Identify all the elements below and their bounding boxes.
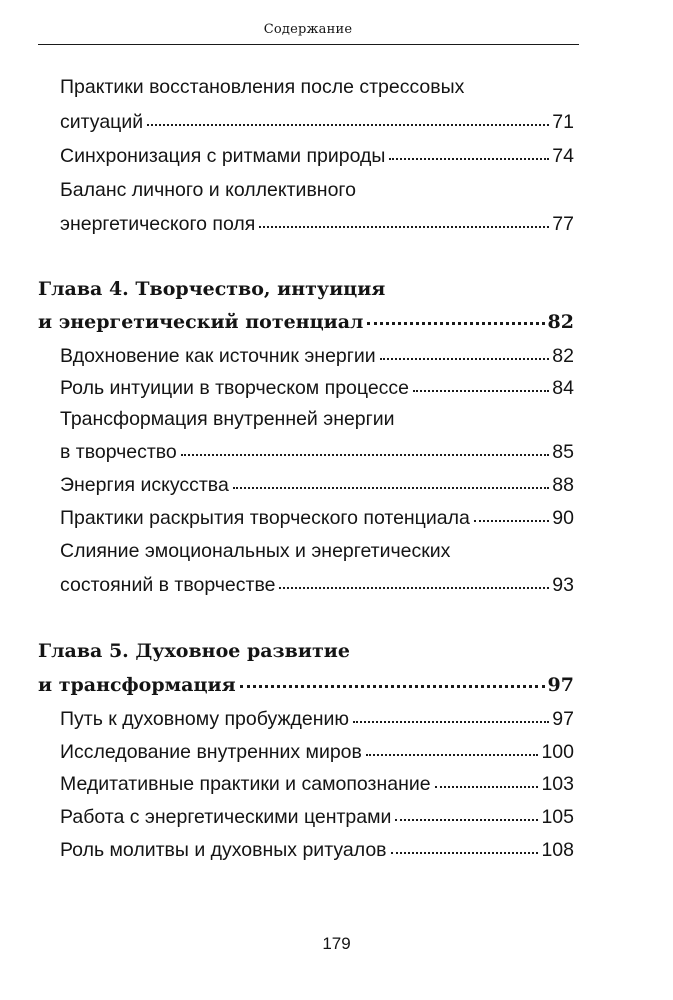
toc-page-number: 108 [541,839,574,861]
dot-leader [147,124,549,126]
dot-leader [353,721,549,723]
toc-entry [60,704,574,734]
toc-page-number: 82 [552,345,574,367]
chapter-title: и трансформация [38,674,236,696]
page-number: 179 [322,934,351,953]
toc-entry [60,437,574,467]
toc-page-number: 100 [541,741,574,763]
toc-page-number: 74 [552,145,574,167]
toc-entry [60,341,574,371]
toc-entry-title: Энергия искусства [60,474,229,496]
toc-entry-title: в творчество [60,441,177,463]
running-head: Содержание [263,22,353,37]
toc-entry [60,209,574,239]
toc-entry-title: Слияние эмоциональных и энергетических [60,540,451,562]
dot-leader [391,852,539,854]
chapter-heading [38,670,574,700]
toc-entry [60,373,574,403]
chapter-heading-line [38,274,574,304]
toc-entry-title: ситуаций [60,111,144,133]
toc-entry-title: энергетического поля [60,213,256,235]
chapter-heading [38,307,574,337]
toc-entry-line [60,404,574,434]
toc-entry-title: Путь к духовному пробуждению [60,708,350,730]
toc-entry [60,802,574,832]
dot-leader [279,587,549,589]
dot-leader [233,487,550,489]
toc-page-number: 84 [552,377,574,399]
toc-entry-title: Медитативные практики и самопознание [60,773,431,795]
chapter-title: Глава 5. Духовное развитие [38,640,350,662]
dot-leader [389,158,549,160]
toc-page-number: 103 [541,773,574,795]
toc-entry-title: Работа с энергетическими центрами [60,806,392,828]
dot-leader [380,358,550,360]
toc-entry-title: Вдохновение как источник энергии [60,345,376,367]
toc-page-number: 77 [552,213,574,235]
toc-entry [60,470,574,500]
dot-leader [474,520,549,522]
toc-page-number: 105 [541,806,574,828]
toc-page-number: 85 [552,441,574,463]
toc-entry-line [60,536,574,566]
toc-entry [60,835,574,865]
toc-page-number: 71 [552,111,574,133]
chapter-title: Глава 4. Творчество, интуиция [38,278,386,300]
chapter-page-number: 97 [547,674,574,696]
chapter-page-number: 82 [547,311,574,333]
toc-entry-title: состояний в творчестве [60,574,276,596]
toc-entry-title: Практики восстановления после стрессовых [60,76,465,98]
toc-page-number: 93 [552,574,574,596]
toc-entry-title: Роль молитвы и духовных ритуалов [60,839,387,861]
toc-entry [60,737,574,767]
dot-leader [259,226,549,228]
toc-entry-line [60,72,574,102]
toc-entry-title: Практики раскрытия творческого потенциала [60,507,470,529]
toc-entry [60,769,574,799]
toc-entry-title: Синхронизация с ритмами природы [60,145,386,167]
dot-leader [366,754,539,756]
toc-entry [60,107,574,137]
chapter-heading-line [38,636,574,666]
toc-page-number: 97 [552,708,574,730]
dot-leader [395,819,538,821]
toc-page-number: 90 [552,507,574,529]
chapter-title: и энергетический потенциал [38,311,364,333]
toc-entry-title: Трансформация внутренней энергии [60,408,395,430]
dot-leader [413,390,549,392]
toc-entry [60,570,574,600]
toc-entry [60,503,574,533]
toc-entry-title: Баланс личного и коллективного [60,179,356,201]
dot-leader [435,786,539,788]
toc-entry-title: Исследование внутренних миров [60,741,362,763]
dot-leader [240,685,545,688]
toc-entry-line [60,175,574,205]
dot-leader [367,322,544,325]
toc-entry-title: Роль интуиции в творческом процессе [60,377,410,399]
dot-leader [181,454,550,456]
toc-page-number: 88 [552,474,574,496]
toc-entry [60,141,574,171]
